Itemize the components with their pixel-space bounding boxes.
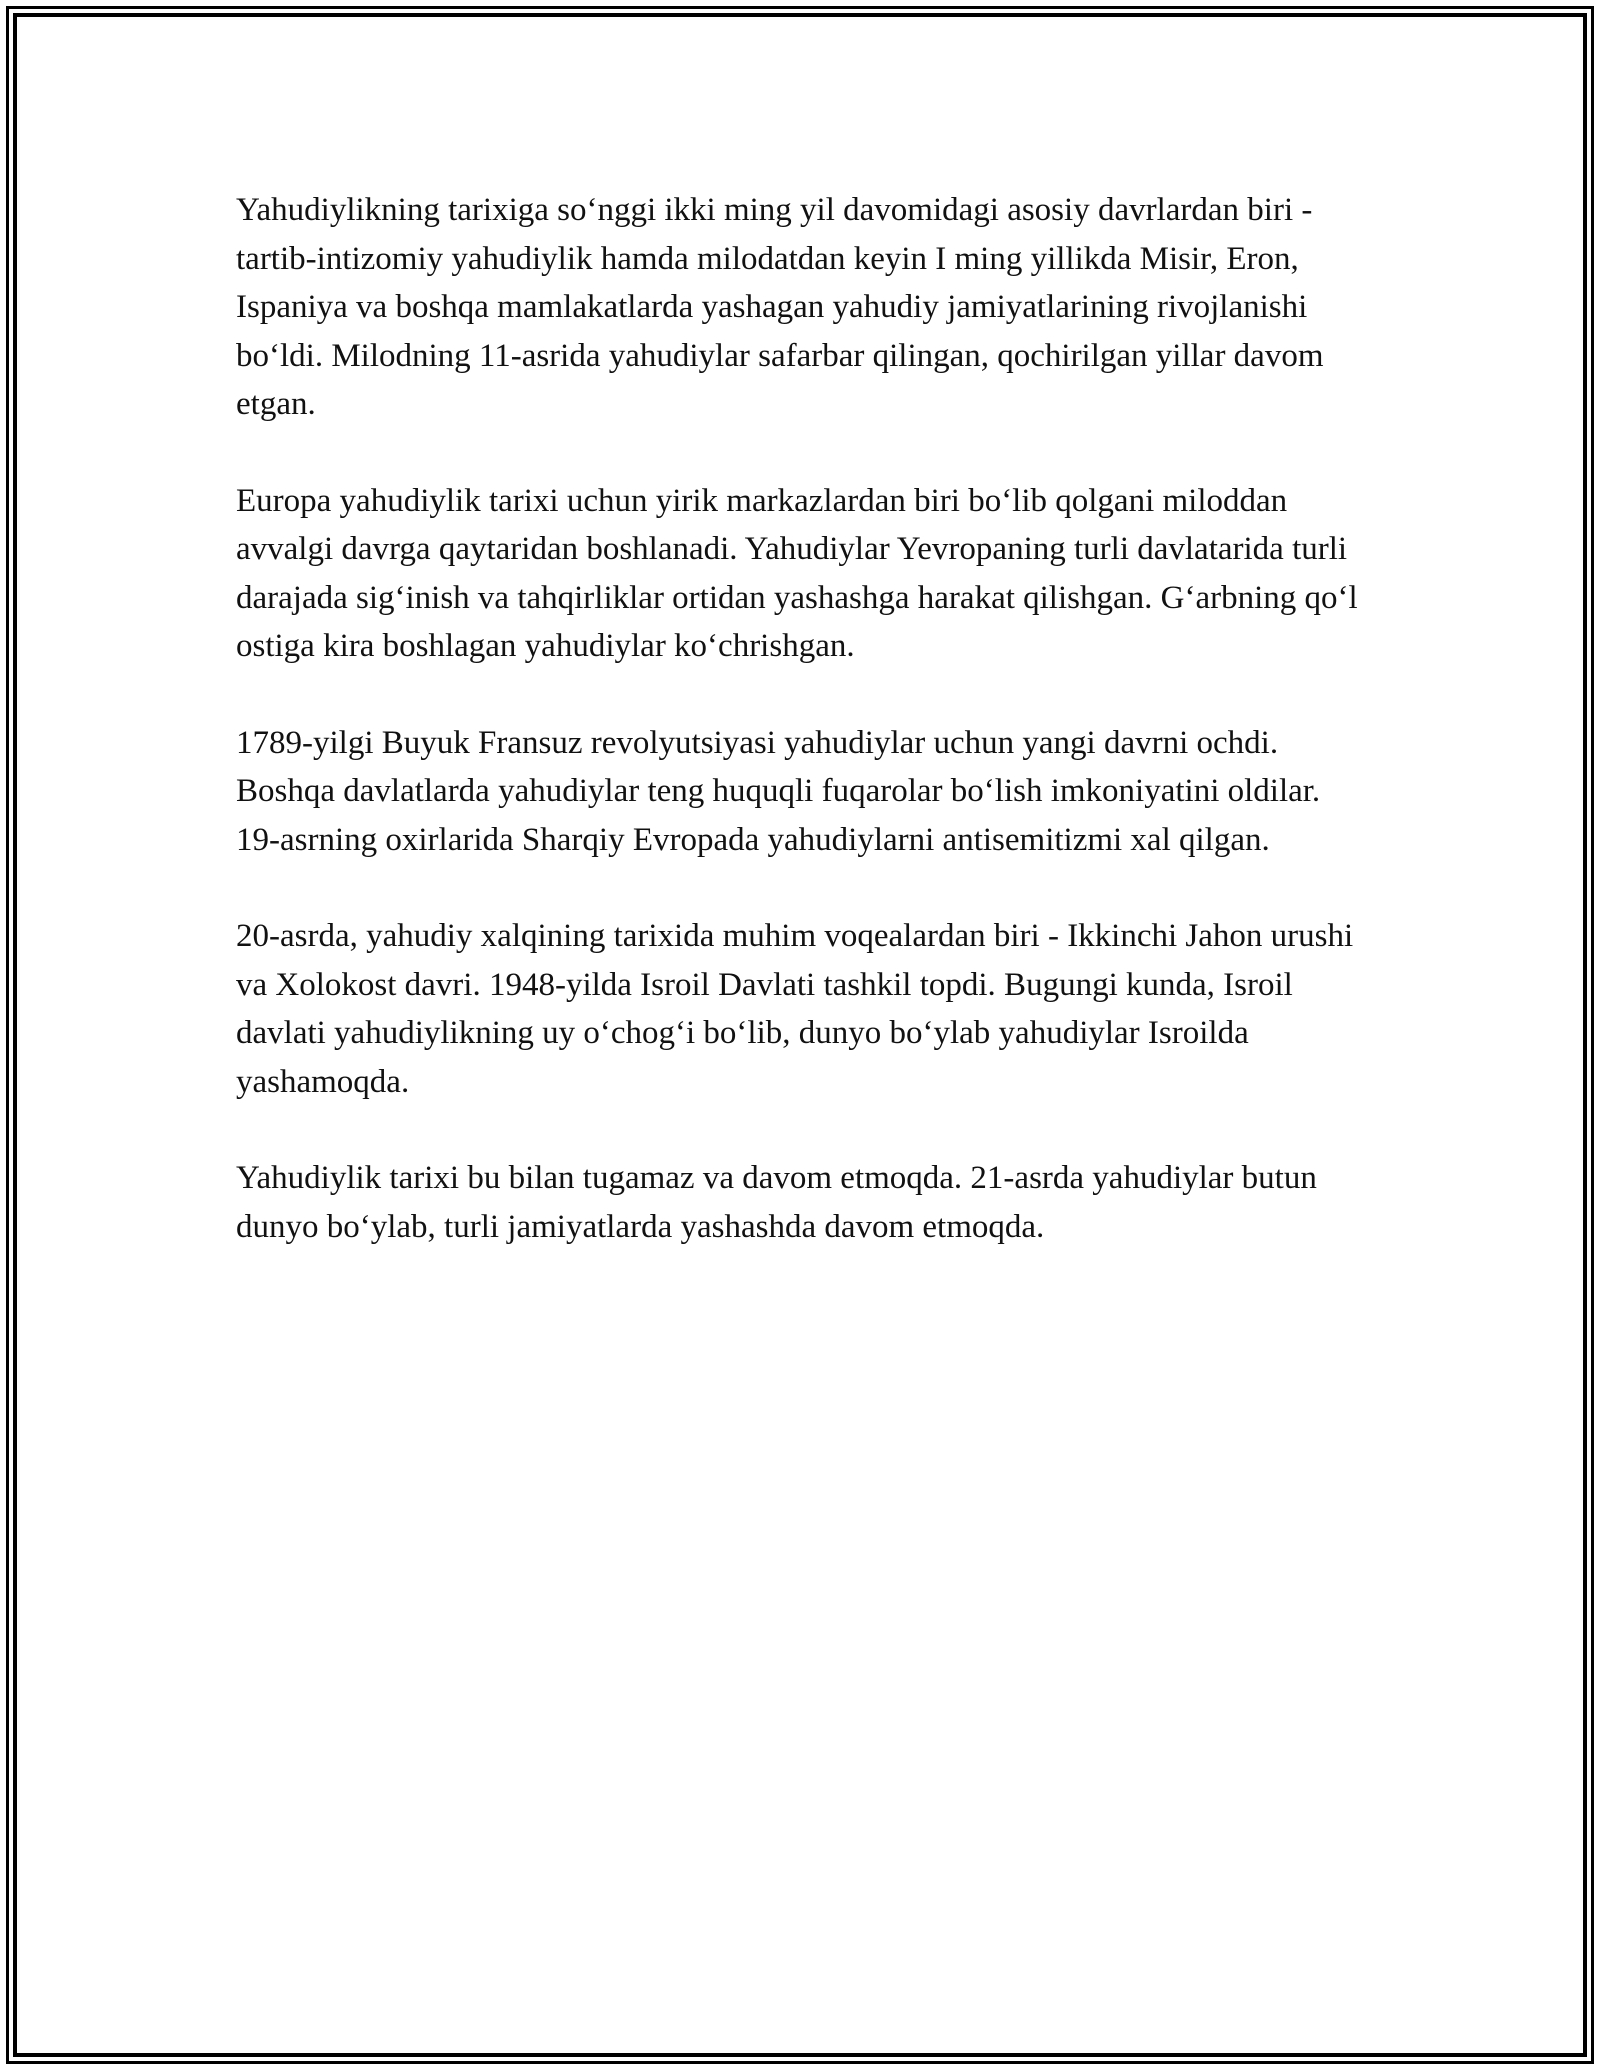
paragraph-4: 20-asrda, yahudiy xalqining tarixida muhim voqealardan biri - Ikkinchi Jahon urushi va Xolokost davri. 1948-yilda Isroil Davlati tashkil topdi. Bugungi kunda, Isroil davlati yahudiylikning uy o‘chog‘i bo‘lib, dunyo bo‘ylab yahudiylar Isroilda yashamoqda. <box>236 918 1354 1100</box>
paragraph-2: Europa yahudiylik tarixi uchun yirik markazlardan biri bo‘lib qolgani miloddan avvalgi davrga qaytaridan boshlanadi. Yahudiylar Yevropaning turli davlatarida turli darajada sig‘inish va tahqirliklar ortidan yashashga harakat qilishgan. G‘arbning qo‘l ostiga kira boshlagan yahudiylar ko‘chrishgan. <box>236 482 1358 664</box>
document-body <box>236 186 1366 1299</box>
paragraph-3: 1789-yilgi Buyuk Fransuz revolyutsiyasi yahudiylar uchun yangi davrni ochdi. Boshqa davlatlarda yahudiylar teng huquqli fuqarolar bo‘lish imkoniyatini oldilar. 19-asrning oxirlarida Sharqiy Evropada yahudiylarni antisemitizmi xal qilgan. <box>236 724 1321 858</box>
paragraph-1: Yahudiylikning tarixiga so‘nggi ikki ming yil davomidagi asosiy davrlardan biri - tartib-intizomiy yahudiylik hamda milodatdan keyin I ming yillikda Misir, Eron, Ispaniya va boshqa mamlakatlarda yashagan yahudiy jamiyatlarining rivojlanishi bo‘ldi. Milodning 11-asrida yahudiylar safarbar qilingan, qochirilgan yillar davom etgan. <box>236 192 1324 422</box>
paragraph-5: Yahudiylik tarixi bu bilan tugamaz va davom etmoqda. 21-asrda yahudiylar butun dunyo bo‘ylab, turli jamiyatlarda yashashda davom etmoqda. <box>236 1160 1317 1245</box>
